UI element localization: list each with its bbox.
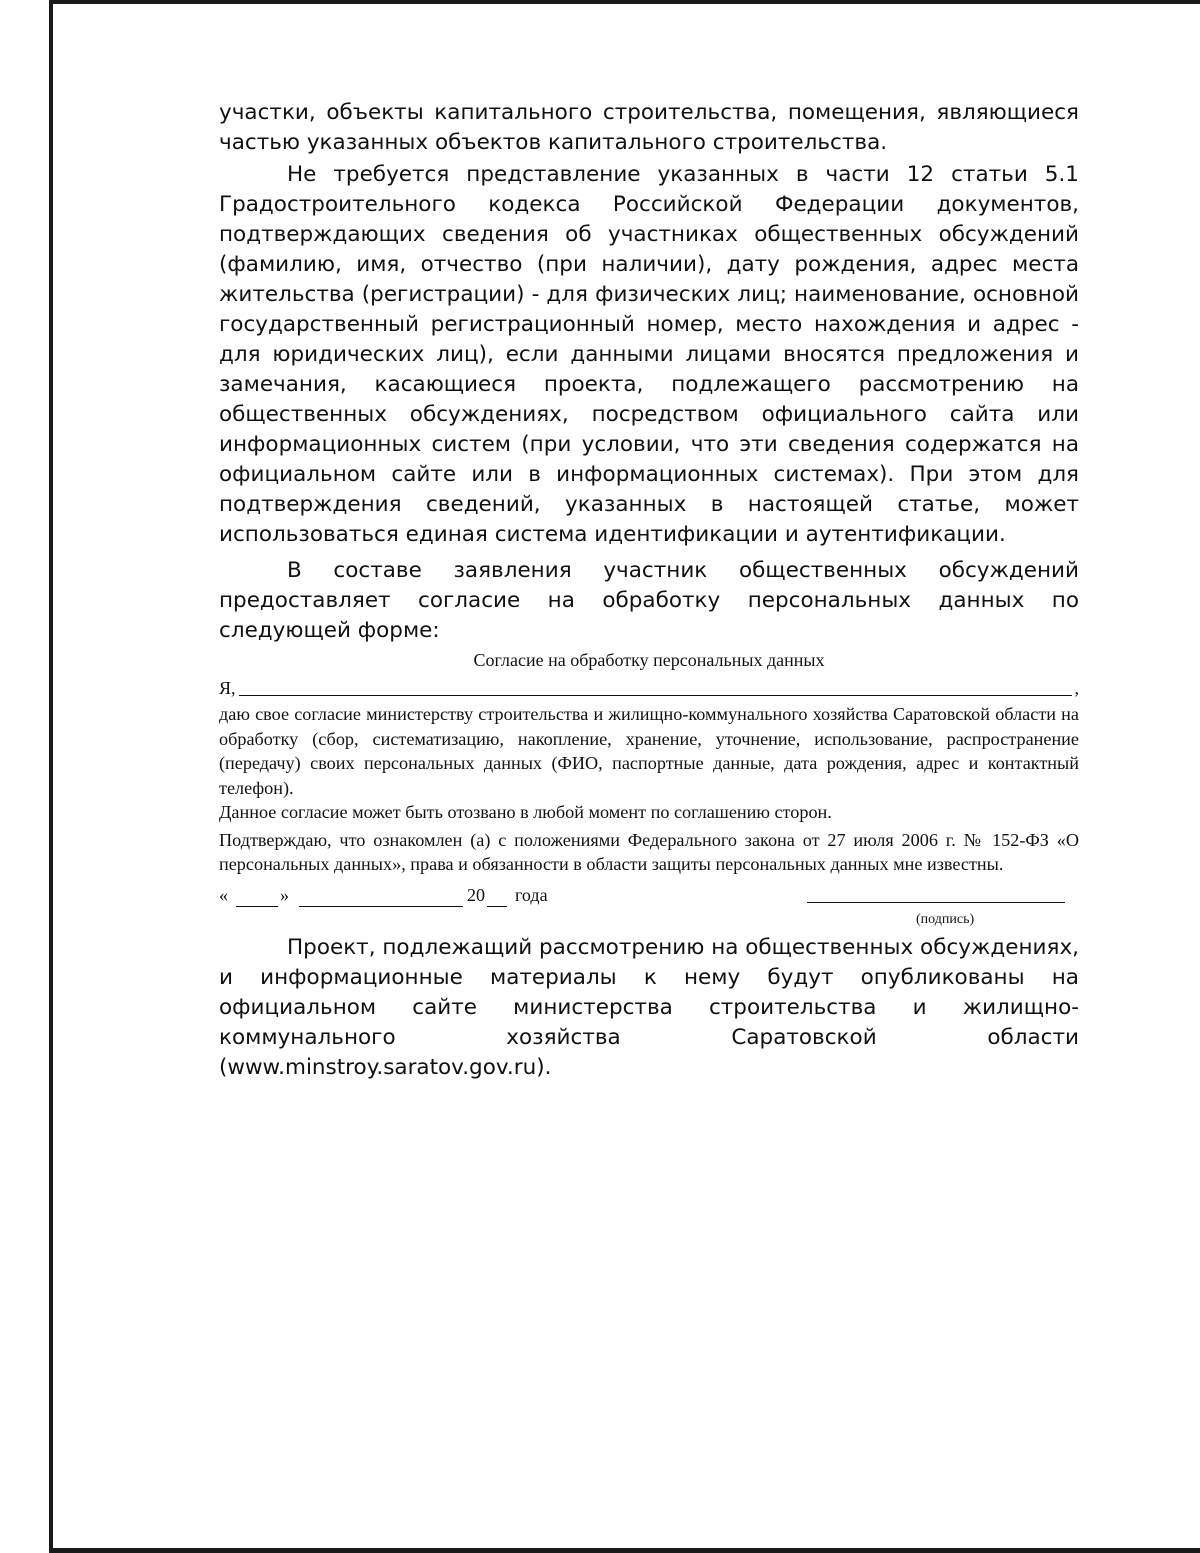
scan-border-left — [49, 0, 53, 1553]
date-day-blank[interactable] — [236, 892, 278, 907]
signature-caption: (подпись) — [916, 911, 975, 927]
scan-border-bottom — [52, 1548, 1200, 1553]
paragraph-publication: Проект, подлежащий рассмотрению на общественных обсуждениях, и информационные материалы к нему будут опубликованы на официальном сайте министерства строительства и жилищно-коммунального хозяйства Саратовской области (www.minstroy.saratov.gov.ru). — [219, 934, 1079, 1080]
consent-text: даю свое согласие министерству строительства и жилищно-коммунального хозяйства Саратовской области на обработку (сбор, систематизацию, накопление, хранение, уточнение, использование, распространение (передачу) своих персональных данных (ФИО, паспортные данные, дата рождения, адрес и контактный телефон). — [219, 704, 1079, 798]
date-year-prefix: 20 — [467, 884, 485, 905]
consent-form-title: Согласие на обработку персональных данных — [473, 650, 825, 670]
name-line — [219, 676, 1079, 700]
consent-form — [219, 648, 1079, 931]
paragraph-consent-intro: В составе заявления участник общественных обсуждений предоставляет согласие на обработку персональных данных по следующей форме: — [219, 558, 1079, 643]
date-signature-row — [219, 883, 1079, 911]
date-year-blank[interactable] — [487, 892, 507, 907]
scan-border-top — [52, 0, 1200, 4]
revoke-text: Данное согласие может быть отозвано в любой момент по соглашению сторон. — [219, 802, 832, 822]
name-blank-field[interactable] — [239, 676, 1072, 696]
date-month-blank[interactable] — [299, 892, 463, 907]
confirm-text: Подтверждаю, что ознакомлен (а) с положениями Федерального закона от 27 июля 2006 г. № 152-ФЗ «О персональных данных», права и обязанности в области защиты персональных данных мне известны. — [219, 829, 1079, 874]
date-close-quote: » — [280, 884, 289, 905]
paragraph-documents-not-required: Не требуется представление указанных в части 12 статьи 5.1 Градостроительного кодекса Российской Федерации документов, подтверждающих сведения об участниках общественных обсуждений (фамилию, имя, отчество (при наличии), дату рождения, адрес места жительства (регистрации) - для физических лиц; наименование, основной государственный регистрационный номер, место нахождения и адрес - для юридических лиц), если данными лицами вносятся предложения и замечания, касающиеся проекта, подлежащего рассмотрению на общественных обсуждениях, посредством официального сайта или информационных систем (при условии, что эти сведения содержатся на официальном сайте или в информационных системах). При этом для подтверждения сведений, указанных в настоящей статье, может использоваться единая система идентификации и аутентификации. — [219, 162, 1079, 547]
signature-blank-field[interactable] — [807, 900, 1065, 903]
signature-caption-row — [219, 911, 1079, 931]
name-comma: , — [1074, 678, 1079, 698]
document-page — [219, 98, 1079, 1083]
paragraph-continuation: участки, объекты капитального строительства, помещения, являющиеся частью указанных объектов капитального строительства. — [219, 100, 1079, 155]
date-open-quote: « — [219, 884, 228, 905]
date-year-suffix: года — [515, 884, 548, 905]
name-label: Я, — [219, 678, 236, 698]
